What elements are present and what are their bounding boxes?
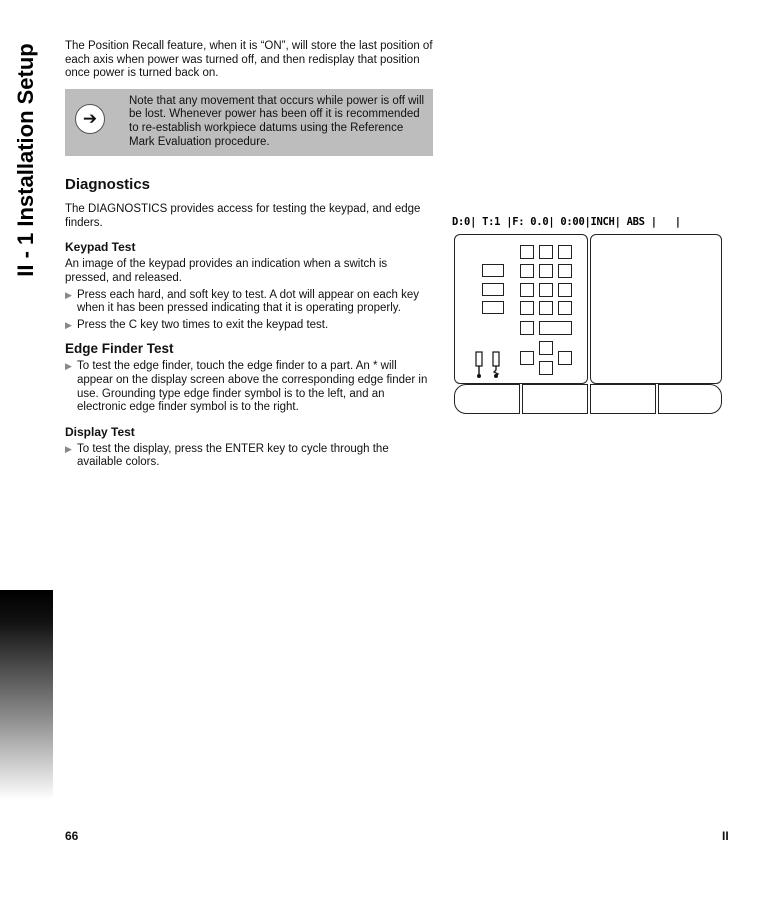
keypad-key: [539, 283, 553, 297]
keypad-test-bullet: Press the C key two times to exit the keypad test.: [77, 318, 329, 331]
diagnostics-intro: The DIAGNOSTICS provides access for testing the keypad, and edge finders.: [65, 203, 421, 229]
main-content: [65, 40, 433, 470]
keypad-key: [558, 283, 572, 297]
keypad-key: [539, 321, 572, 335]
keypad-key: [558, 264, 572, 278]
keypad-key: [482, 301, 504, 314]
keypad-key: [520, 351, 534, 365]
keypad-key: [520, 321, 534, 335]
keypad-key: [558, 301, 572, 315]
keypad-key: [520, 301, 534, 315]
diagnostics-screen: [452, 216, 722, 426]
edge-finder-electronic-icon: [490, 351, 502, 379]
arrow-right-icon: ➔: [75, 104, 105, 134]
keypad-key: [558, 351, 572, 365]
list-item: [65, 443, 433, 470]
side-gradient-bar: [0, 590, 53, 800]
list-item: [65, 360, 433, 414]
softkey: [590, 384, 656, 414]
keypad-key: [482, 283, 504, 296]
keypad-panel: [454, 234, 588, 384]
status-bar: D:0| T:1 |F: 0.0| 0:00|INCH| ABS | |: [452, 216, 681, 228]
display-test-bullet: To test the display, press the ENTER key to cycle through the available colors.: [77, 442, 389, 469]
keypad-key: [539, 341, 553, 355]
section-label: II: [722, 829, 729, 843]
side-tab-title: II - 1 Installation Setup: [13, 43, 38, 277]
diagnostics-heading: Diagnostics: [65, 176, 151, 194]
keypad-key: [520, 245, 534, 259]
softkey: [658, 384, 722, 414]
softkey: [522, 384, 588, 414]
page-number: 66: [65, 829, 79, 843]
note-box: [65, 89, 433, 156]
note-text: Note that any movement that occurs while power is off will be lost. Whenever power has been off it is recommended to re-establish workpiece datums using the Reference Mark Evaluation procedure.: [129, 94, 425, 148]
keypad-key: [558, 245, 572, 259]
keypad-key: [539, 264, 553, 278]
display-test-heading: Display Test: [65, 424, 135, 439]
edge-finder-grounding-icon: [473, 351, 485, 379]
display-panel: [590, 234, 722, 384]
bullet-triangle-icon: ▶: [65, 361, 72, 372]
keypad-test-heading: Keypad Test: [65, 240, 136, 255]
side-tab: [6, 40, 46, 280]
keypad-key: [539, 301, 553, 315]
keypad-test-intro: An image of the keypad provides an indication when a switch is pressed, and released.: [65, 258, 388, 284]
edge-finder-test-heading: Edge Finder Test: [65, 341, 174, 357]
edge-finder-bullet: To test the edge finder, touch the edge finder to a part. An * will appear on the display screen above the corresponding edge finder in use. Grounding type edge finder symbol is to the left, and an electronic edge finder symbol is to the right.: [77, 360, 428, 414]
keypad-key: [520, 264, 534, 278]
keypad-key: [482, 264, 504, 277]
bullet-triangle-icon: ▶: [65, 289, 72, 300]
keypad-key: [520, 283, 534, 297]
keypad-key: [539, 361, 553, 375]
list-item: [65, 319, 433, 333]
softkey: [454, 384, 520, 414]
bullet-triangle-icon: ▶: [65, 443, 72, 454]
keypad-key: [539, 245, 553, 259]
keypad-test-bullet: Press each hard, and soft key to test. A dot will appear on each key when it has been pressed indicating that it is operating properly.: [77, 288, 420, 315]
position-recall-text: The Position Recall feature, when it is “ON”, will store the last position of each axis when power was turned off, and then redisplay that position once power is turned back on.: [65, 40, 433, 80]
bullet-triangle-icon: ▶: [65, 319, 72, 330]
list-item: [65, 289, 433, 316]
